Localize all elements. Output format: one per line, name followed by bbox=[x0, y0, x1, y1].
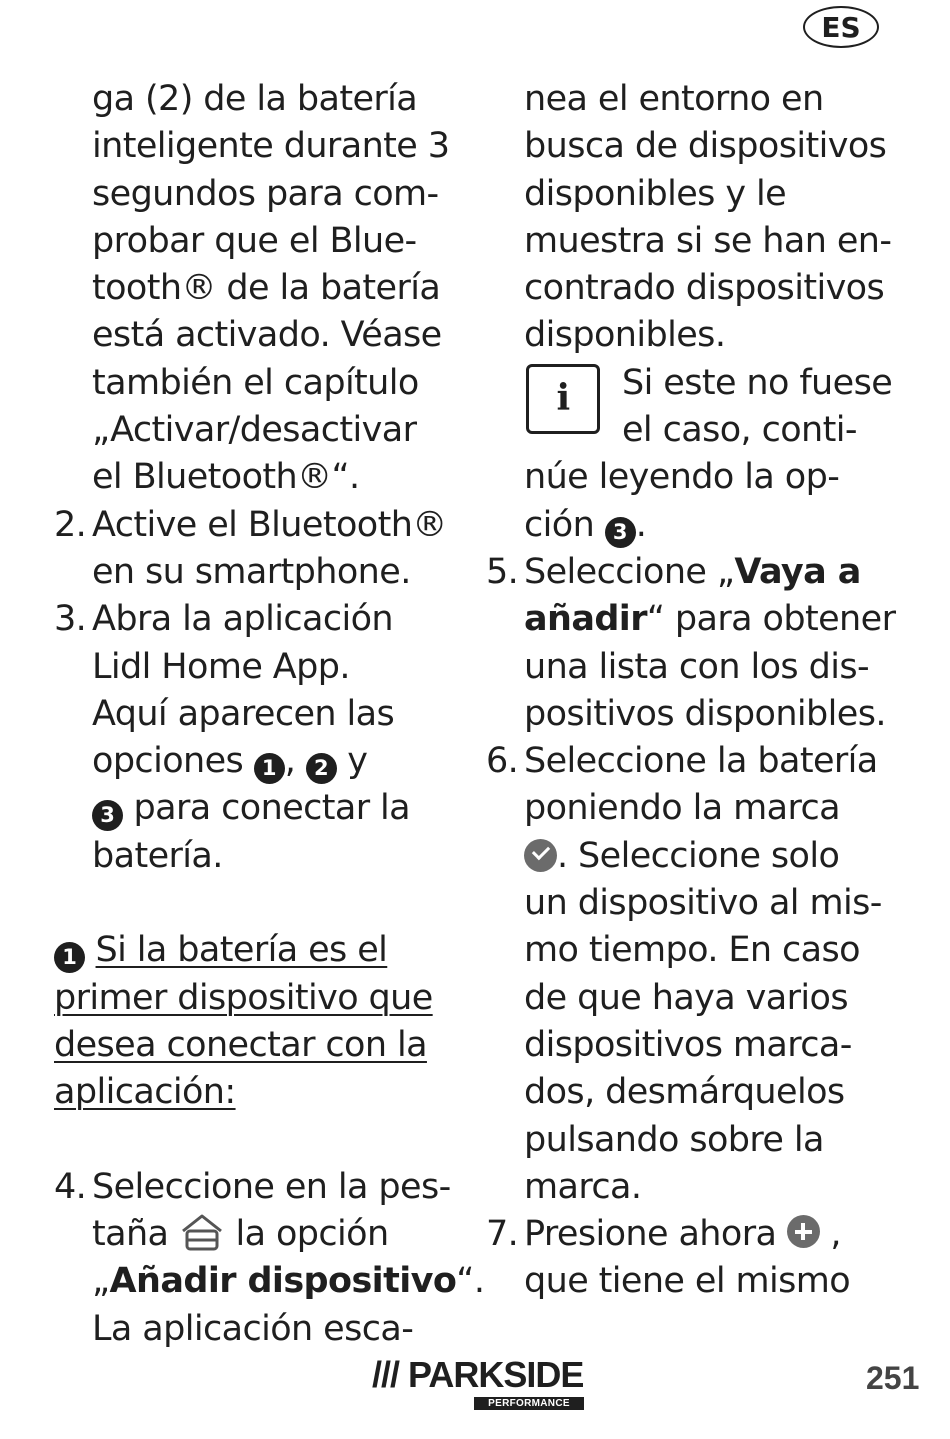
right-column bbox=[486, 76, 896, 1306]
text-line: pulsando sobre la bbox=[524, 1119, 824, 1160]
text-fragment: “ para obtener bbox=[646, 599, 896, 640]
heading-text: Si la batería es el bbox=[95, 930, 388, 971]
text-fragment: Seleccione „ bbox=[524, 551, 735, 592]
text-line: en su smartphone. bbox=[92, 551, 411, 592]
option-2-marker: 2 bbox=[306, 753, 337, 784]
text-line: mo tiempo. En caso bbox=[524, 930, 860, 971]
bold-term: Añadir dispositivo bbox=[109, 1261, 457, 1302]
text-line: dos, desmárquelos bbox=[524, 1072, 845, 1113]
text-line: inteligente durante 3 bbox=[92, 126, 450, 167]
text-line bbox=[486, 596, 896, 643]
text-line: el Bluetooth®“. bbox=[92, 457, 360, 498]
text-line: batería. bbox=[92, 835, 223, 876]
text-fragment: la opción bbox=[224, 1214, 389, 1255]
option-1-marker: 1 bbox=[54, 942, 85, 973]
text-fragment: , bbox=[284, 741, 306, 782]
step-text: Seleccione en la pes- bbox=[92, 1166, 451, 1207]
step-text: Active el Bluetooth® bbox=[92, 504, 447, 545]
text-line: marca. bbox=[524, 1166, 642, 1207]
text-fragment: opciones bbox=[92, 741, 254, 782]
text-line: una lista con los dis- bbox=[524, 646, 869, 687]
text-line: La aplicación esca- bbox=[92, 1308, 414, 1349]
heading-text: primer dispositivo que bbox=[54, 977, 433, 1018]
step-number: 2. bbox=[54, 504, 87, 545]
plus-icon bbox=[787, 1215, 820, 1248]
spacer bbox=[54, 1117, 454, 1164]
step-text: Seleccione la batería bbox=[524, 741, 878, 782]
step-number: 3. bbox=[54, 599, 87, 640]
text-line: que tiene el mismo bbox=[524, 1261, 851, 1302]
text-line: un dispositivo al mis- bbox=[524, 883, 882, 924]
step-number: 6. bbox=[486, 741, 519, 782]
option-3-marker: 3 bbox=[605, 517, 636, 548]
step-number: 4. bbox=[54, 1166, 87, 1207]
text-line: de que haya varios bbox=[524, 977, 848, 1018]
text-line: busca de dispositivos bbox=[524, 126, 887, 167]
page-number: 251 bbox=[866, 1360, 920, 1396]
step-6 bbox=[486, 738, 896, 785]
step-number: 7. bbox=[486, 1214, 519, 1255]
text-line: Si este no fuese bbox=[622, 362, 893, 403]
text-line bbox=[54, 1258, 485, 1305]
checkmark-icon bbox=[524, 839, 557, 872]
text-line: disponibles y le bbox=[524, 173, 787, 214]
text-line: ga (2) de la batería bbox=[92, 79, 418, 119]
spacer bbox=[54, 880, 454, 927]
section-heading bbox=[54, 927, 454, 974]
text-fragment: , bbox=[819, 1214, 841, 1255]
text-fragment: para conectar la bbox=[123, 788, 411, 829]
step-text: Abra la aplicación bbox=[92, 599, 393, 640]
option-1-marker: 1 bbox=[254, 753, 285, 784]
text-line: positivos disponibles. bbox=[524, 693, 886, 734]
text-line bbox=[54, 738, 454, 785]
text-line bbox=[486, 833, 896, 880]
text-line: también el capítulo bbox=[92, 362, 419, 403]
text-line: Lidl Home App. bbox=[92, 646, 350, 687]
text-line: está activado. Véase bbox=[92, 315, 442, 356]
text-line: contrado dispositivos bbox=[524, 268, 885, 309]
brand-name: /// PARKSIDE bbox=[372, 1354, 584, 1395]
text-line bbox=[54, 785, 454, 832]
text-line: muestra si se han en- bbox=[524, 220, 892, 261]
text-line: disponibles. bbox=[524, 315, 726, 356]
text-line: núe leyendo la op- bbox=[524, 457, 840, 498]
text-fragment: taña bbox=[92, 1214, 179, 1255]
text-line: „Activar/desactivar bbox=[92, 410, 417, 451]
text-line: dispositivos marca- bbox=[524, 1024, 852, 1065]
language-badge: ES bbox=[803, 6, 879, 48]
step-4 bbox=[54, 1164, 454, 1211]
home-tab-icon bbox=[179, 1211, 225, 1253]
step-number: 5. bbox=[486, 551, 519, 592]
bold-term: Vaya a bbox=[734, 551, 861, 592]
text-fragment: “. bbox=[456, 1261, 485, 1302]
bold-term: añadir bbox=[524, 599, 647, 640]
text-line: probar que el Blue- bbox=[92, 220, 417, 261]
text-line bbox=[54, 1211, 454, 1258]
step-5 bbox=[486, 549, 896, 596]
text-line: segundos para com- bbox=[92, 173, 439, 214]
step-7 bbox=[486, 1211, 896, 1258]
text-fragment: ción bbox=[524, 504, 605, 545]
heading-text: desea conectar con la bbox=[54, 1024, 427, 1065]
info-note bbox=[486, 360, 896, 549]
text-line bbox=[486, 502, 896, 549]
step-2 bbox=[54, 502, 454, 549]
step-3 bbox=[54, 596, 454, 643]
parkside-logo bbox=[372, 1355, 584, 1413]
text-line: nea el entorno en bbox=[524, 79, 824, 119]
text-line: el caso, conti- bbox=[622, 410, 857, 451]
heading-text: aplicación: bbox=[54, 1072, 236, 1113]
option-3-marker: 3 bbox=[92, 800, 123, 831]
brand-subtitle: PERFORMANCE bbox=[474, 1397, 584, 1410]
info-icon: i bbox=[526, 364, 600, 434]
text-line: tooth® de la batería bbox=[92, 268, 441, 309]
left-column bbox=[54, 76, 485, 1353]
text-line: poniendo la marca bbox=[524, 788, 840, 829]
text-fragment: Presione ahora bbox=[524, 1214, 787, 1255]
text-fragment: . bbox=[635, 504, 647, 545]
text-line: Aquí aparecen las bbox=[92, 693, 395, 734]
text-fragment: y bbox=[336, 741, 368, 782]
text-fragment: . Seleccione solo bbox=[557, 835, 840, 876]
text-fragment: „ bbox=[92, 1261, 110, 1302]
